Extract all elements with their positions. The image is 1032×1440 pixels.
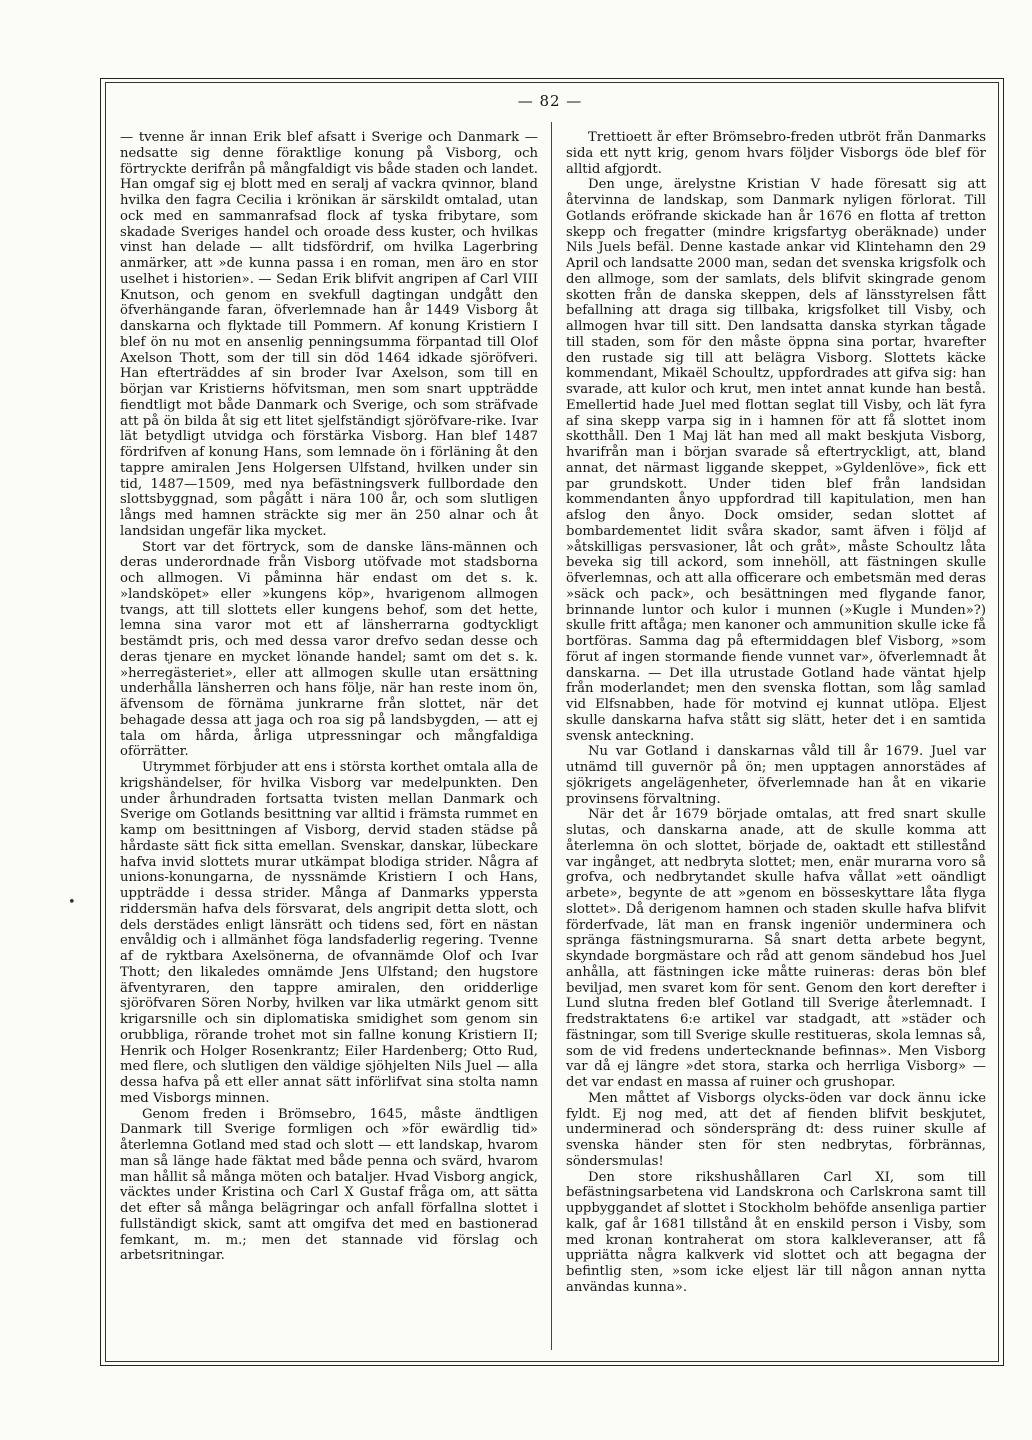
paragraph: Nu var Gotland i danskarnas våld till år 1679. Juel var utnämd till guvernör på ön; men upptagen annorstädes af sjökrigets angelägenheter, öfverlemnade han åt en vikarie provinsens förvaltning. (566, 744, 986, 807)
paragraph: Utrymmet förbjuder att ens i största korthet omtala alla de krigshändelser, för hvilka Visborg var medelpunkten. Den under århundraden fortsatta tvisten mellan Danmark och Sverige om Gotlands besittning var alltid i främsta rummet en kamp om besittningen af Visborg, dervid staden städse på hårdaste sätt fick sitta emellan. Svenskar, danskar, lübeckare hafva invid slottets murar utkämpat blodiga strider. Några af unions-konungarna, de nyssnämde Kristiern I och Hans, uppträdde i dessa strider. Många af Danmarks yppersta riddersmän hafva dels försvarat, dels angripit detta slott, och dels derstädes enligt länsrätt och tidens sed, fört en nästan envåldig och i allmänhet föga landsfaderlig regering. Tvenne af de ryktbara Axelsönerna, de ofvannämde Olof och Ivar Thott; den likaledes omnämde Jens Ulfstand; den hugstore äfventyraren, den tappre amiralen, den oridderlige sjöröfvaren Sören Norby, hvilken var lika utmärkt genom sitt krigarsnille och sin diplomatiska smidighet som genom sin orubbliga, rörande trohet mot sin fallne konung Kristiern II; Henrik och Holger Rosenkrantz; Eiler Hardenberg; Otto Rud, med flere, och slutligen den väldige sjöhjelten Nils Juel — alla dessa hafva på ett eller annat sätt införlifvat sina stolta namn med Visborgs minnen. (120, 760, 538, 1106)
column-divider (551, 122, 552, 1350)
paragraph: Genom freden i Brömsebro, 1645, måste ändtligen Danmark till Sverige formligen och »för ewärdlig tid» återlemna Gotland med stad och slott — ett landskap, hvarom man så länge hade fäktat med både penna och svärd, hvarom man hållit så många möten och bataljer. Hvad Visborg angick, väcktes under Kristina och Carl X Gustaf fråga om, att sätta det efter så många belägringar och anfall förfallna slottet i fullständigt skick, samt att omgifva det med en bastionerad femkant, m. m.; men det stannade vid förslag och arbetsritningar. (120, 1106, 538, 1264)
paragraph: Den unge, ärelystne Kristian V hade föresatt sig att återvinna de landskap, som Danmark nyligen förlorat. Till Gotlands eröfrande skickade han år 1676 en flotta af tretton skepp och fregatter (mindre krigsfartyg oberäknade) under Nils Juels befäl. Denne kastade ankar vid Klintehamn den 29 April och landsatte 2000 man, sedan det svenska krigsfolk och den allmoge, som der samlats, dels blifvit skingrade genom skotten från de danska skeppen, dels af länsstyrelsen fått befallning att draga sig tillbaka, krigsfolket till Visby, och allmogen hvar till sitt. Den landsatta danska styrkan tågade till staden, som för den måste öppna sina portar, hvarefter den rustade sig till att belägra Visborg. Slottets käcke kommendant, Mikaël Schoultz, uppfordrades att gifva sig: han svarade, att kulor och krut, men intet annat kunde han bestå. Emellertid hade Juel med flottan seglat till Visby, och lät fyra af sina skepp varpa sig in i hamnen för att få slottet inom skotthåll. Den 1 Maj lät han med all makt beskjuta Visborg, hvarifrån man i början svarade så eftertryckligt, att, bland annat, det närmast liggande skeppet, »Gyldenlöve», fick ett par grundskott. Under tiden blef från landsidan kommendanten ånyo uppfordrad till kapitulation, men han afslog den ånyo. Dock omsider, sedan slottet af bombardementet lidit svåra skador, samt äfven i följd af »åtskilligas persvasioner, låt och gråt», måste Schoultz låta beveka sig till ackord, som innehöll, att fästningen skulle öfverlemnas, och att alla officerare och embetsmän med deras »säck och pack», och besättningen med flygande fanor, brinnande luntor och kulor i munnen (»Kugle i Munden»?) skulle fritt aftåga; men kanoner och ammunition skulle icke få bortföras. Samma dag på eftermiddagen blef Visborg, »som förut af ingen stormande fiende vunnet var», öfverlemnadt åt danskarna. — Det illa utrustade Gotland hade väntat hjelp från moderlandet; men den svenska flottan, som låg samlad vid Elfsnabben, hade för motvind ej kunnat utlöpa. Eljest skulle danskarna hafva stått sig slätt, heter det i en samtida svensk anteckning. (566, 177, 986, 744)
page-number: — 82 — (517, 92, 583, 110)
paragraph: — tvenne år innan Erik blef afsatt i Sverige och Danmark — nedsatte sig denne föraktlige konung på Visborg, och förtryckte derifrån på mångfaldigt vis både staden och landet. Han omgaf sig ej blott med en seralj af vackra qvinnor, bland hvilka den fagra Cecilia i krönikan är särskildt omtalad, utan ock med en sammanrafsad flock af tyska fribytare, som skadade Sveriges handel och oroade dess kuster, och hvilkas vinst han delade — allt tidsfördrif, om hvilka Lagerbring anmärker, att »de kunna passa i en roman, men äro en stor uselhet i historien». — Sedan Erik blifvit angripen af Carl VIII Knutson, och genom en svekfull dagtingan undgått den öfverhängande faran, öfverlemnade han år 1449 Visborg åt danskarna och flyktade till Pommern. Af konung Kristiern I blef ön nu mot en ansenlig penningsumma förpantad till Olof Axelson Thott, som der till sin död 1464 idkade sjöröfveri. Han efterträddes af sin broder Ivar Axelson, som till en början var Kristierns höfvitsman, men som snart uppträdde fiendtligt mot både Danmark och Sverige, och som sträfvade att på ön bilda åt sig ett litet sjelfständigt sjöröfvare-rike. Ivar lät betydligt utvidga och förstärka Visborg. Han blef 1487 fördrifven af konung Hans, som lemnade ön i förläning åt den tappre amiralen Jens Holgersen Ulfstand, hvilken under sin tid, 1487—1509, med nya befästningsverk fullbordade den slottsbyggnad, som pågått i nära 100 år, och som slutligen långs med hamnen sträckte sig mer än 250 alnar och åt landsidan ungefär lika mycket. (120, 130, 538, 539)
paragraph: Men måttet af Visborgs olycks-öden var dock ännu icke fyldt. Ej nog med, att det af fienden blifvit beskjutet, underminerad och sönderspräng dt: dess ruiner skulle af svenska händer sten för sten nedbrytas, förbrännas, söndersmulas! (566, 1090, 986, 1169)
left-column (120, 130, 538, 1350)
paragraph: Den store rikshushållaren Carl XI, som till befästningsarbetena vid Landskrona och Carlskrona samt till uppbyggandet af slottet i Stockholm behöfde ansenliga partier kalk, gaf år 1681 tillstånd åt en enskild person i Visby, som med kronan kontraherat om stora kalkleveranser, att få uppriätta några kalkverk vid slottet och att begagna der befintlig sten, »som icke eljest lär till någon annan nytta användas kunna». (566, 1169, 986, 1295)
paragraph: Stort var det förtryck, som de danske läns-männen och deras underordnade från Visborg utöfvade mot stadsborna och allmogen. Vi påminna här endast om det s. k. »landsköpet» eller »kungens köp», hvarigenom allmogen tvangs, att till slottets eller kungens behof, som det hette, lemna sina varor mot ett af länsherrarna godtyckligt bestämdt pris, och med dessa varor drefvo sedan desse och deras tjenare en mycket lönande handel; samt om det s. k. »herregästeriet», eller att allmogen skulle utan ersättning underhålla länsherren och hans följe, när han reste inom ön, äfvensom de förnäma junkrarne från slottet, när det behagade dessa att jaga och roa sig på landsbygden, — att ej tala om hårda, årliga utpressningar och mångfaldiga oförrätter. (120, 539, 538, 760)
right-column (566, 130, 986, 1350)
paragraph: När det år 1679 började omtalas, att fred snart skulle slutas, och danskarna anade, att de skulle komma att återlemna ön och slottet, började de, oaktadt ett stillestånd var ingånget, att nedbryta slottet; men, enär murarna voro så grofva, och nedbrytandet skulle hafva vållat »ett oändligt arbete», begynte de att »genom en bösseskyttare låta flyga slottet». Då derigenom hamnen och staden skulle hafva blifvit förderfvade, lät man en fransk ingeniör underminera och spränga fästningsmurarna. Så snart detta arbete begynt, skyndade borgmästare och råd att genom sändebud hos Juel anhålla, att fästningen icke måtte ruineras: deras bön blef beviljad, men svaret kom för sent. Genom den kort derefter i Lund slutna freden blef Gotland till Sverige återlemnadt. I fredstraktatens 6:e artikel var stadgadt, att »städer och fästningar, som till Sverige skulle restitueras, skola lemnas så, som de vid fredens undertecknande befinnas». Men Visborg var då ej längre »det stora, starka och herrliga Visborg» — det var endast en massa af ruiner och grushopar. (566, 807, 986, 1090)
paragraph: Trettioett år efter Brömsebro-freden utbröt från Danmarks sida ett nytt krig, genom hvars följder Visborgs öde blef för alltid afgjordt. (566, 130, 986, 177)
margin-mark: • (68, 895, 76, 910)
